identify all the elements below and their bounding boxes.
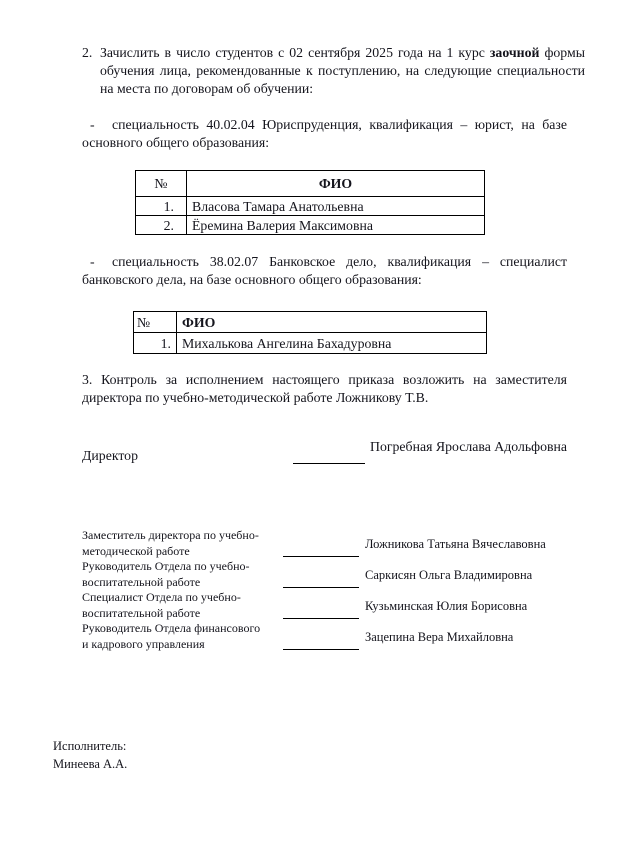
signatory-name: Саркисян Ольга Владимировна [365,568,533,582]
signatory-title-line: Руководитель Отдела финансового [82,621,261,635]
row-number: 2. [136,216,187,235]
table-row [136,197,485,216]
signature-line [293,463,365,464]
signatory-title [82,528,337,559]
signatory-name: Ложникова Татьяна Вячеславовна [365,537,546,551]
signatory-title-line: воспитательной работе [82,574,201,589]
table-header-row [136,171,485,197]
signatory-title-line: методической работе [82,543,190,558]
paragraph-text-before: Зачислить в число студентов с 02 сентября 2025 года на 1 курс [100,45,490,60]
signatory-row [82,620,567,651]
table-header-fio: ФИО [177,312,487,333]
table-row [136,216,485,235]
director-signature-block [82,438,567,470]
paragraph-bold-word: заочной [489,45,540,60]
signatory-title [82,621,337,652]
student-name: Михалькова Ангелина Бахадуровна [177,333,487,354]
students-table-law [135,170,485,235]
signatory-title-line: воспитательной работе [82,605,201,620]
signatory-title-line: Специалист Отдела по учебно- [82,590,241,604]
dash-marker: - [90,117,95,132]
row-number: 1. [136,197,187,216]
signatory-name: Кузьминская Юлия Борисовна [365,599,528,613]
paragraph-number: 2. [82,45,93,60]
student-name: Власова Тамара Анатольевна [187,197,485,216]
executor-block [53,738,127,773]
director-name: Погребная Ярослава Адольфовна [370,439,567,454]
specialty-banking-text: специальность 38.02.07 Банковское дело, квалификация – специалист банковского дела, на базе основного общего образования: [82,254,567,287]
student-name: Ёремина Валерия Максимовна [187,216,485,235]
table-header-fio: ФИО [187,171,485,197]
paragraph-control: 3. Контроль за исполнением настоящего приказа возложить на заместителя директора по учебно-методической работе Ложникову Т.В. [82,372,567,405]
table-header-number: № [136,171,187,197]
signatory-row [82,527,567,558]
paragraph-text-after: формы обучения лица, рекомендованные к поступлению, на следующие специальности на места по договорам об обучении: [100,45,585,96]
signatory-row [82,589,567,620]
specialty-law-line [82,116,567,152]
table-row [134,333,487,354]
table-header-number: № [134,312,177,333]
dash-marker: - [90,254,95,269]
specialty-banking-line [82,253,567,289]
signature-line [283,649,359,650]
signatory-title-line: и кадрового управления [82,636,205,651]
signatory-title [82,590,337,621]
signatories-block [82,527,567,651]
signature-line [283,618,359,619]
signatory-name: Зацепина Вера Михайловна [365,630,514,644]
signatory-title-line: Заместитель директора по учебно- [82,528,259,542]
signatory-title [82,559,337,590]
signatory-title-line: Руководитель Отдела по учебно- [82,559,250,573]
signatory-row [82,558,567,589]
students-table-banking [133,311,487,354]
director-title: Директор [82,448,138,463]
row-number: 1. [134,333,177,354]
executor-name: Минеева А.А. [53,756,128,771]
executor-label: Исполнитель: [53,739,127,753]
paragraph-enrollment [82,44,585,98]
specialty-law-text: специальность 40.02.04 Юриспруденция, квалификация – юрист, на базе основного общего образования: [82,117,567,150]
signature-line [283,587,359,588]
table-header-row [134,312,487,333]
signature-line [283,556,359,557]
